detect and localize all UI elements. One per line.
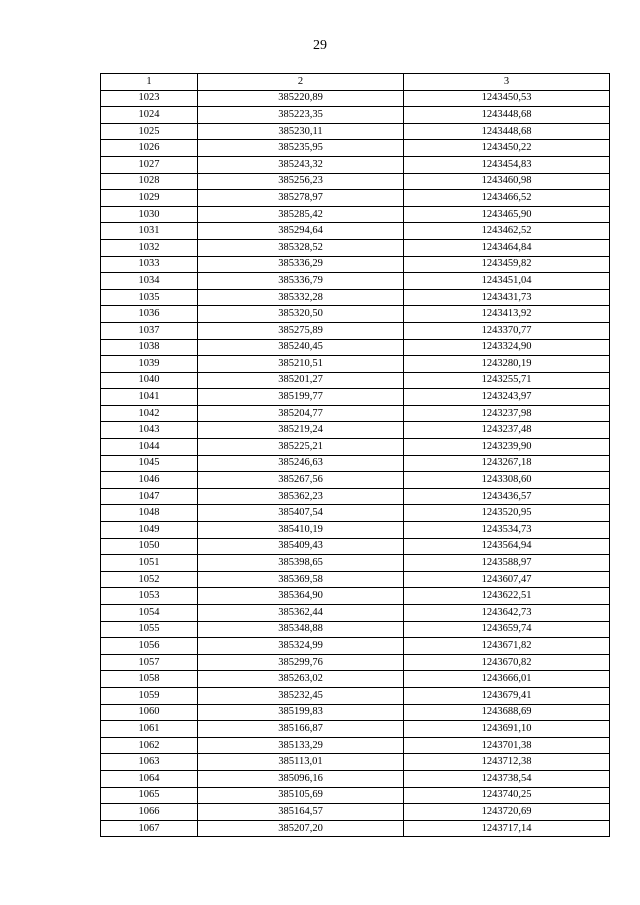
table-row [101, 455, 610, 472]
table-row [101, 804, 610, 821]
cell-x-coordinate: 385364,90 [198, 588, 404, 605]
cell-x-coordinate: 385263,02 [198, 671, 404, 688]
table-row [101, 239, 610, 256]
table-row [101, 439, 610, 456]
cell-point-number: 1059 [101, 687, 198, 704]
cell-point-number: 1044 [101, 439, 198, 456]
cell-y-coordinate: 1243237,98 [404, 405, 610, 422]
cell-x-coordinate: 385362,44 [198, 605, 404, 622]
cell-y-coordinate: 1243642,73 [404, 605, 610, 622]
cell-point-number: 1023 [101, 90, 198, 107]
cell-point-number: 1026 [101, 140, 198, 157]
cell-point-number: 1039 [101, 356, 198, 373]
table-row [101, 405, 610, 422]
table-row [101, 190, 610, 207]
table-row [101, 389, 610, 406]
cell-point-number: 1028 [101, 173, 198, 190]
cell-y-coordinate: 1243670,82 [404, 654, 610, 671]
cell-x-coordinate: 385219,24 [198, 422, 404, 439]
cell-point-number: 1046 [101, 472, 198, 489]
cell-x-coordinate: 385096,16 [198, 770, 404, 787]
cell-x-coordinate: 385278,97 [198, 190, 404, 207]
table-row [101, 605, 610, 622]
cell-x-coordinate: 385166,87 [198, 721, 404, 738]
cell-point-number: 1025 [101, 123, 198, 140]
cell-x-coordinate: 385398,65 [198, 555, 404, 572]
cell-x-coordinate: 385294,64 [198, 223, 404, 240]
cell-y-coordinate: 1243308,60 [404, 472, 610, 489]
cell-point-number: 1065 [101, 787, 198, 804]
table-row [101, 787, 610, 804]
cell-x-coordinate: 385230,11 [198, 123, 404, 140]
cell-y-coordinate: 1243431,73 [404, 289, 610, 306]
cell-y-coordinate: 1243460,98 [404, 173, 610, 190]
cell-x-coordinate: 385133,29 [198, 737, 404, 754]
cell-y-coordinate: 1243464,84 [404, 239, 610, 256]
cell-point-number: 1063 [101, 754, 198, 771]
cell-x-coordinate: 385320,50 [198, 306, 404, 323]
cell-point-number: 1038 [101, 339, 198, 356]
cell-y-coordinate: 1243607,47 [404, 571, 610, 588]
table-body [101, 90, 610, 837]
cell-point-number: 1045 [101, 455, 198, 472]
cell-x-coordinate: 385336,79 [198, 273, 404, 290]
cell-x-coordinate: 385410,19 [198, 522, 404, 539]
cell-y-coordinate: 1243622,51 [404, 588, 610, 605]
cell-point-number: 1061 [101, 721, 198, 738]
table-row [101, 206, 610, 223]
cell-x-coordinate: 385256,23 [198, 173, 404, 190]
cell-point-number: 1035 [101, 289, 198, 306]
cell-x-coordinate: 385199,77 [198, 389, 404, 406]
cell-y-coordinate: 1243448,68 [404, 123, 610, 140]
cell-point-number: 1057 [101, 654, 198, 671]
table-row [101, 571, 610, 588]
cell-y-coordinate: 1243666,01 [404, 671, 610, 688]
cell-point-number: 1053 [101, 588, 198, 605]
table-row [101, 505, 610, 522]
cell-y-coordinate: 1243324,90 [404, 339, 610, 356]
cell-point-number: 1049 [101, 522, 198, 539]
cell-point-number: 1037 [101, 322, 198, 339]
cell-point-number: 1048 [101, 505, 198, 522]
cell-y-coordinate: 1243237,48 [404, 422, 610, 439]
cell-point-number: 1047 [101, 488, 198, 505]
cell-point-number: 1024 [101, 107, 198, 124]
table-row [101, 538, 610, 555]
cell-y-coordinate: 1243701,38 [404, 737, 610, 754]
table-row [101, 522, 610, 539]
cell-point-number: 1055 [101, 621, 198, 638]
cell-x-coordinate: 385407,54 [198, 505, 404, 522]
table-row [101, 704, 610, 721]
table-row [101, 621, 610, 638]
table-row [101, 588, 610, 605]
table-row [101, 107, 610, 124]
cell-x-coordinate: 385324,99 [198, 638, 404, 655]
cell-point-number: 1050 [101, 538, 198, 555]
cell-y-coordinate: 1243370,77 [404, 322, 610, 339]
cell-y-coordinate: 1243740,25 [404, 787, 610, 804]
cell-point-number: 1052 [101, 571, 198, 588]
cell-x-coordinate: 385223,35 [198, 107, 404, 124]
cell-point-number: 1056 [101, 638, 198, 655]
cell-y-coordinate: 1243459,82 [404, 256, 610, 273]
cell-x-coordinate: 385328,52 [198, 239, 404, 256]
cell-y-coordinate: 1243462,52 [404, 223, 610, 240]
table-row [101, 140, 610, 157]
cell-x-coordinate: 385369,58 [198, 571, 404, 588]
table-row [101, 422, 610, 439]
table-row [101, 289, 610, 306]
cell-x-coordinate: 385243,32 [198, 156, 404, 173]
cell-point-number: 1033 [101, 256, 198, 273]
table-row [101, 123, 610, 140]
cell-point-number: 1043 [101, 422, 198, 439]
cell-x-coordinate: 385332,28 [198, 289, 404, 306]
cell-x-coordinate: 385207,20 [198, 820, 404, 837]
cell-point-number: 1036 [101, 306, 198, 323]
cell-y-coordinate: 1243671,82 [404, 638, 610, 655]
cell-point-number: 1054 [101, 605, 198, 622]
cell-y-coordinate: 1243534,73 [404, 522, 610, 539]
table-row [101, 156, 610, 173]
table-row [101, 770, 610, 787]
cell-y-coordinate: 1243450,22 [404, 140, 610, 157]
table-row [101, 737, 610, 754]
cell-point-number: 1040 [101, 372, 198, 389]
cell-x-coordinate: 385105,69 [198, 787, 404, 804]
cell-x-coordinate: 385275,89 [198, 322, 404, 339]
cell-y-coordinate: 1243267,18 [404, 455, 610, 472]
cell-x-coordinate: 385164,57 [198, 804, 404, 821]
cell-point-number: 1067 [101, 820, 198, 837]
cell-x-coordinate: 385348,88 [198, 621, 404, 638]
cell-point-number: 1066 [101, 804, 198, 821]
cell-x-coordinate: 385210,51 [198, 356, 404, 373]
cell-point-number: 1060 [101, 704, 198, 721]
cell-y-coordinate: 1243564,94 [404, 538, 610, 555]
column-header-number: 1 [101, 74, 198, 91]
cell-y-coordinate: 1243239,90 [404, 439, 610, 456]
cell-x-coordinate: 385299,76 [198, 654, 404, 671]
cell-point-number: 1034 [101, 273, 198, 290]
cell-point-number: 1058 [101, 671, 198, 688]
table-row [101, 273, 610, 290]
cell-y-coordinate: 1243280,19 [404, 356, 610, 373]
coordinates-table [100, 73, 610, 837]
table-row [101, 256, 610, 273]
cell-x-coordinate: 385336,29 [198, 256, 404, 273]
cell-y-coordinate: 1243659,74 [404, 621, 610, 638]
cell-x-coordinate: 385267,56 [198, 472, 404, 489]
cell-x-coordinate: 385409,43 [198, 538, 404, 555]
table-row [101, 671, 610, 688]
cell-y-coordinate: 1243712,38 [404, 754, 610, 771]
cell-point-number: 1032 [101, 239, 198, 256]
cell-x-coordinate: 385220,89 [198, 90, 404, 107]
table-header-row [101, 74, 610, 91]
cell-y-coordinate: 1243691,10 [404, 721, 610, 738]
column-header-x: 2 [198, 74, 404, 91]
cell-y-coordinate: 1243454,83 [404, 156, 610, 173]
cell-x-coordinate: 385285,42 [198, 206, 404, 223]
table-row [101, 90, 610, 107]
cell-y-coordinate: 1243520,95 [404, 505, 610, 522]
table-row [101, 223, 610, 240]
table-row [101, 820, 610, 837]
cell-y-coordinate: 1243738,54 [404, 770, 610, 787]
cell-y-coordinate: 1243720,69 [404, 804, 610, 821]
cell-y-coordinate: 1243451,04 [404, 273, 610, 290]
cell-y-coordinate: 1243255,71 [404, 372, 610, 389]
page-number: 29 [313, 38, 327, 53]
table-row [101, 173, 610, 190]
cell-x-coordinate: 385246,63 [198, 455, 404, 472]
table-row [101, 322, 610, 339]
column-header-y: 3 [404, 74, 610, 91]
cell-x-coordinate: 385199,83 [198, 704, 404, 721]
cell-y-coordinate: 1243679,41 [404, 687, 610, 704]
cell-x-coordinate: 385232,45 [198, 687, 404, 704]
table-row [101, 488, 610, 505]
table-row [101, 339, 610, 356]
cell-y-coordinate: 1243448,68 [404, 107, 610, 124]
cell-point-number: 1031 [101, 223, 198, 240]
table-row [101, 306, 610, 323]
cell-y-coordinate: 1243413,92 [404, 306, 610, 323]
table-row [101, 754, 610, 771]
cell-y-coordinate: 1243688,69 [404, 704, 610, 721]
cell-point-number: 1041 [101, 389, 198, 406]
cell-point-number: 1064 [101, 770, 198, 787]
cell-y-coordinate: 1243717,14 [404, 820, 610, 837]
cell-x-coordinate: 385235,95 [198, 140, 404, 157]
cell-x-coordinate: 385113,01 [198, 754, 404, 771]
table-row [101, 472, 610, 489]
table-row [101, 638, 610, 655]
table-row [101, 721, 610, 738]
cell-y-coordinate: 1243588,97 [404, 555, 610, 572]
cell-x-coordinate: 385201,27 [198, 372, 404, 389]
cell-x-coordinate: 385362,23 [198, 488, 404, 505]
cell-point-number: 1030 [101, 206, 198, 223]
cell-y-coordinate: 1243436,57 [404, 488, 610, 505]
cell-x-coordinate: 385240,45 [198, 339, 404, 356]
cell-x-coordinate: 385225,21 [198, 439, 404, 456]
cell-y-coordinate: 1243243,97 [404, 389, 610, 406]
table-row [101, 372, 610, 389]
table-row [101, 654, 610, 671]
cell-point-number: 1051 [101, 555, 198, 572]
table-row [101, 555, 610, 572]
cell-point-number: 1027 [101, 156, 198, 173]
cell-y-coordinate: 1243465,90 [404, 206, 610, 223]
table-row [101, 356, 610, 373]
cell-point-number: 1042 [101, 405, 198, 422]
table-row [101, 687, 610, 704]
cell-y-coordinate: 1243450,53 [404, 90, 610, 107]
cell-y-coordinate: 1243466,52 [404, 190, 610, 207]
cell-x-coordinate: 385204,77 [198, 405, 404, 422]
cell-point-number: 1062 [101, 737, 198, 754]
cell-point-number: 1029 [101, 190, 198, 207]
